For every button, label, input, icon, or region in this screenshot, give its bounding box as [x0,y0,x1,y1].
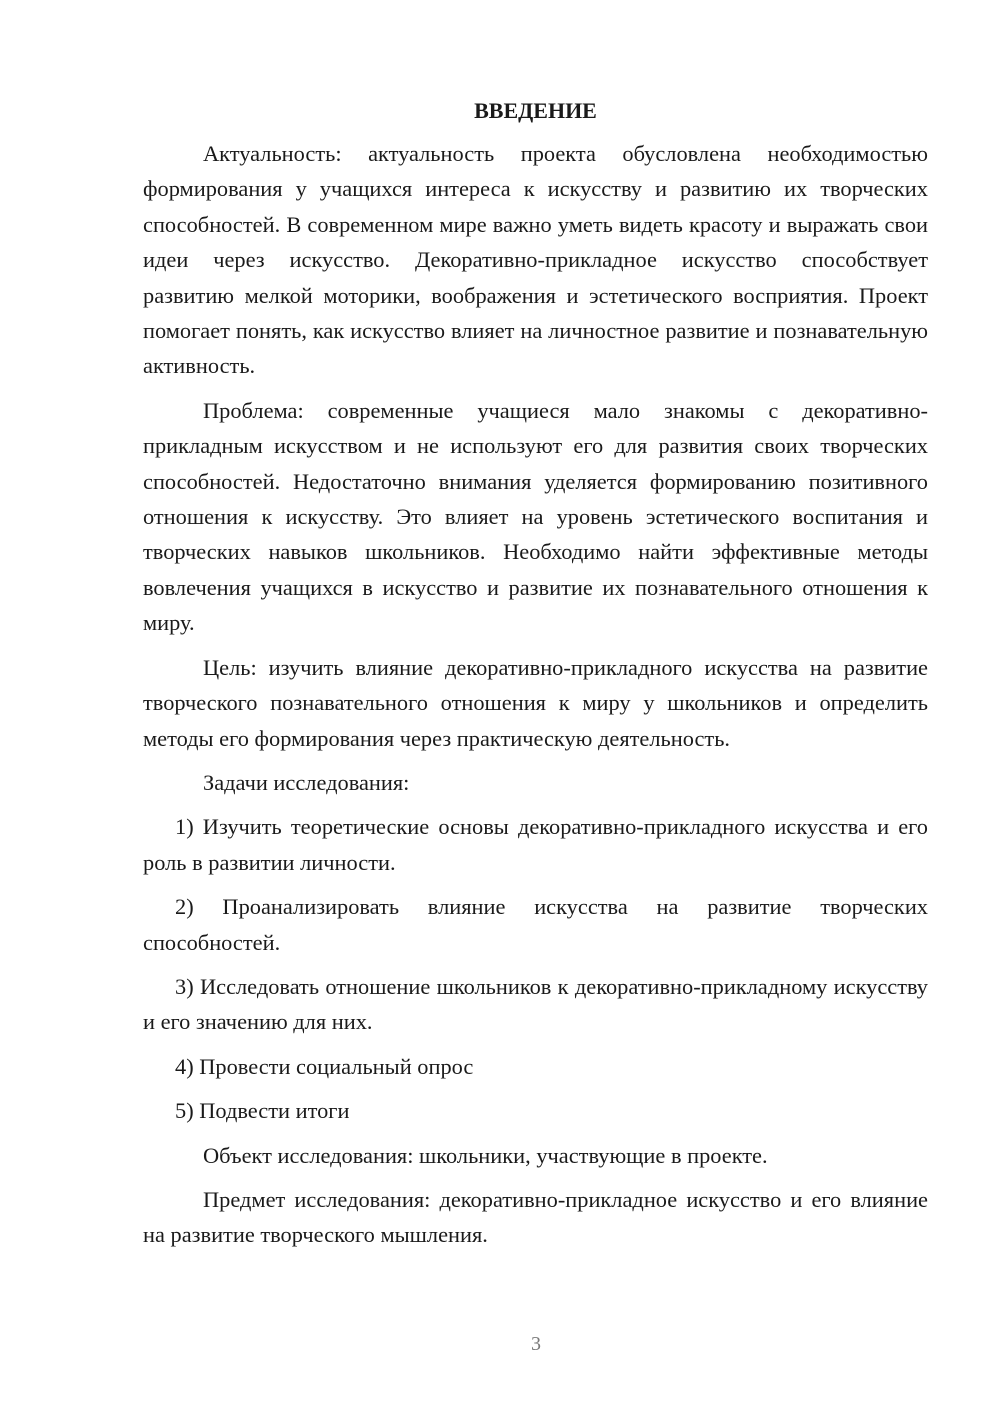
task-item-5: 5) Подвести итоги [175,1098,350,1124]
document-page [143,95,928,1262]
task-item-3: 3) Исследовать отношение школьников к декоративно-прикладному искусству и его значению для них. [143,973,928,1035]
goal-paragraph: Цель: изучить влияние декоративно-прикладного искусства на развитие творческого познавательного отношения к миру у школьников и определить методы его формирования через практическую деятельность. [143,654,928,751]
object-paragraph: Объект исследования: школьники, участвующие в проекте. [203,1142,768,1168]
page-heading: ВВЕДЕНИЕ [474,98,597,123]
task-item-1: 1) Изучить теоретические основы декоративно-прикладного искусства и его роль в развитии личности. [143,814,928,875]
problem-paragraph: Проблема: современные учащиеся мало знакомы с декоративно-прикладным искусством и не используют его для развития своих творческих способностей. Недостаточно внимания уделяется формированию позитивного отношения к искусству. Это влияет на уровень эстетического воспитания и творческих навыков школьников. Необходимо найти эффективные методы вовлечения учащихся в искусство и развитие их познавательного отношения к миру. [143,397,928,636]
task-item-4: 4) Провести социальный опрос [175,1053,474,1079]
tasks-title: Задачи исследования: [203,769,410,795]
task-item-2: 2) Проанализировать влияние искусства на развитие творческих способностей. [143,894,928,955]
page-number: 3 [531,1333,541,1355]
relevance-paragraph: Актуальность: актуальность проекта обусловлена необходимостью формирования у учащихся интереса к искусству и развитию их творческих способностей. В современном мире важно уметь видеть красоту и выражать свои идеи через искусство. Декоративно-прикладное искусство способствует развитию мелкой моторики, воображения и эстетического восприятия. Проект помогает понять, как искусство влияет на личностное развитие и познавательную активность. [143,141,928,379]
subject-paragraph: Предмет исследования: декоративно-прикладное искусство и его влияние на развитие творческого мышления. [143,1186,928,1248]
